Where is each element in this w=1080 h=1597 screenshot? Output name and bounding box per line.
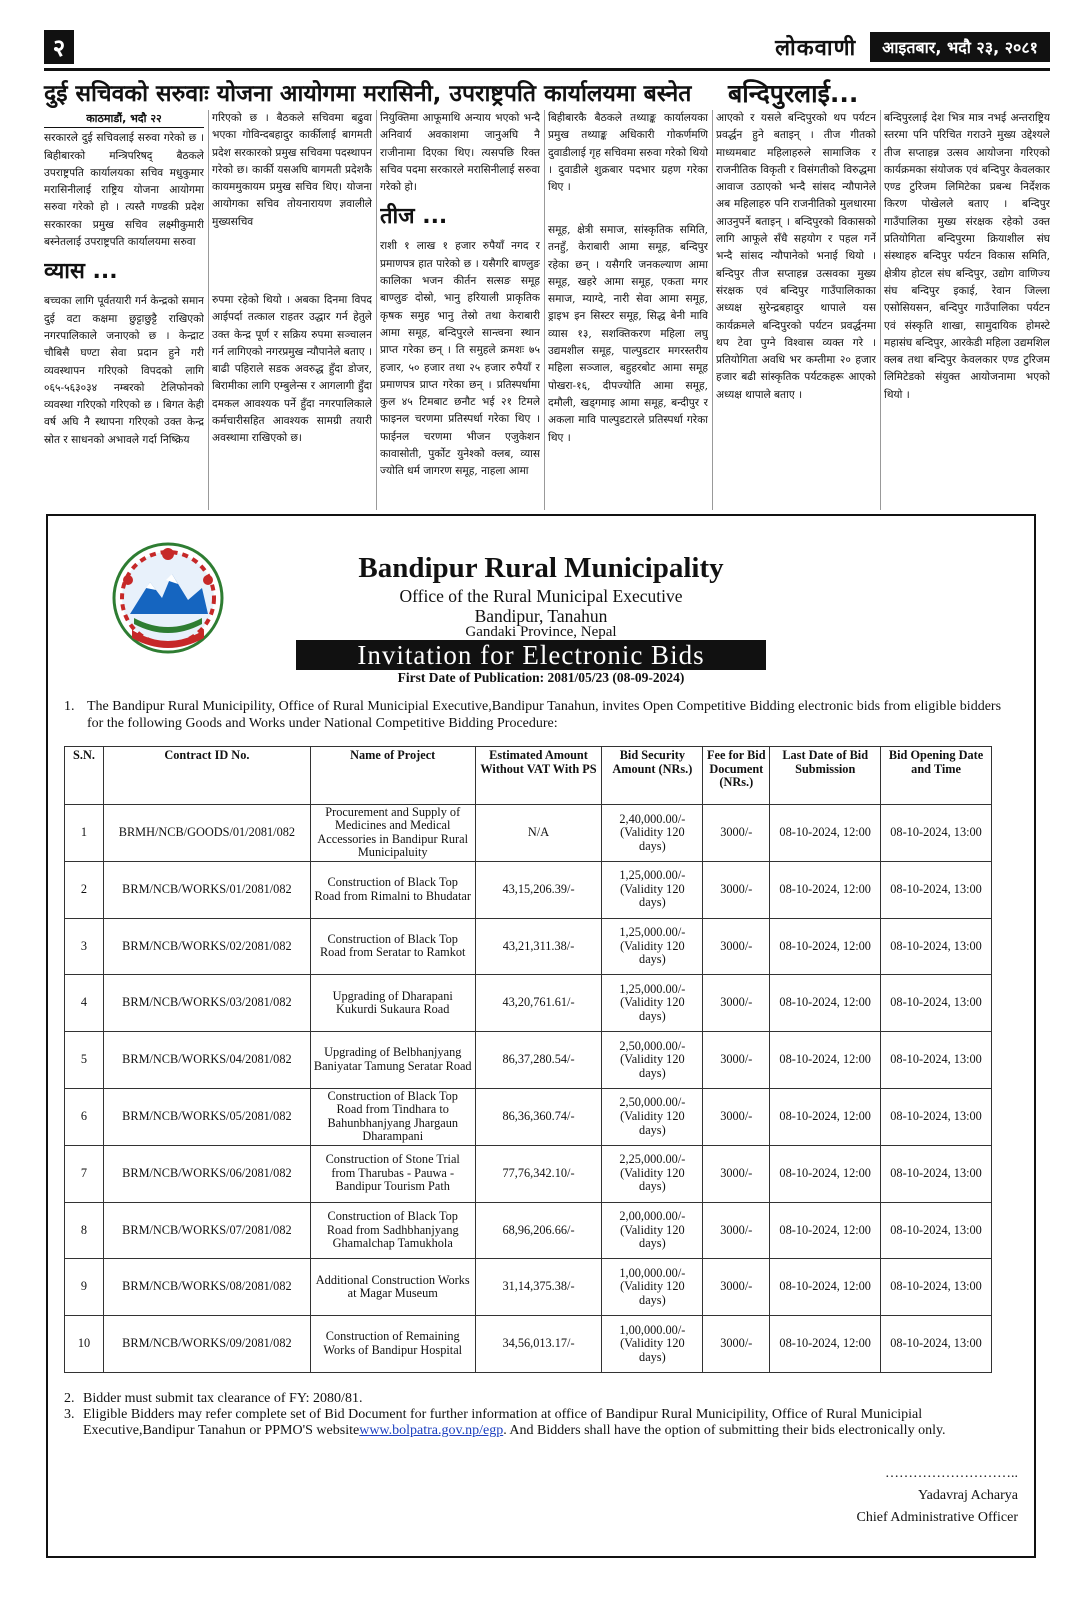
issue-date: आइतबार, भदौ २३, २०८१ bbox=[870, 32, 1050, 62]
opening-date-cell: 08-10-2024, 13:00 bbox=[881, 1316, 992, 1373]
table-row bbox=[65, 861, 992, 918]
signatory-name: Yadavraj Acharya bbox=[917, 1488, 1018, 1503]
table-row bbox=[65, 1316, 992, 1373]
contract-id-cell: BRM/NCB/WORKS/05/2081/082 bbox=[103, 1088, 310, 1145]
bid-notice bbox=[46, 514, 1036, 1558]
opening-date-cell: 08-10-2024, 13:00 bbox=[881, 1145, 992, 1202]
newspaper-brand: लोकवाणी bbox=[775, 36, 857, 61]
sn-cell: 7 bbox=[65, 1145, 104, 1202]
project-name-cell: Upgrading of Belbhanjyang Baniyatar Tamung Seratar Road bbox=[310, 1032, 475, 1089]
estimated-amount-cell: 43,21,311.38/- bbox=[475, 918, 602, 975]
bid-security-cell: 1,25,000.00/- (Validity 120 days) bbox=[602, 975, 703, 1032]
table-row bbox=[65, 1088, 992, 1145]
fee-cell: 3000/- bbox=[703, 1259, 770, 1316]
news-subhead-vyas: व्यास ... bbox=[44, 259, 118, 285]
column-divider bbox=[712, 110, 713, 510]
fee-cell: 3000/- bbox=[703, 1202, 770, 1259]
estimated-amount-cell: 34,56,013.17/- bbox=[475, 1316, 602, 1373]
publication-date: First Date of Publication: 2081/05/23 (08-09-2024) bbox=[397, 670, 685, 685]
last-date-cell: 08-10-2024, 12:00 bbox=[770, 1145, 881, 1202]
signatory-designation: Chief Administrative Officer bbox=[856, 1510, 1018, 1525]
news-columns bbox=[44, 110, 1050, 510]
contract-id-cell: BRM/NCB/WORKS/09/2081/082 bbox=[103, 1316, 310, 1373]
news-paragraph: समूह, क्षेत्री समाज, सांस्कृतिक समिति, तनहुँ, केराबारी आमा समूह, बन्दिपुर रहेका छन् । यसैगरि जनकल्याण आमा समूह, खहरे आमा समूह, एकता मगर समाज, म्याग्दे, नारी सेवा आमा समूह, ड्राइभ इन सिस्टर समूह, सिद्ध बेनी मावि व्यास १३, सशक्तिकरण महिला लघु उद्यमशील समूह, पाल्पुडटार मगरस्तरीय महिला सञ्जाल, बहुहरबोट आमा समूह पोखरा-१६, दीपज्योति आमा समूह, दमौली, खड्गमाइ आमा समूह, बन्दीपुर र अकला मावि पाल्पुडटारले प्रतिस्पर्धा गरेका थिए । bbox=[548, 224, 708, 444]
news-paragraph: बच्चका लागि पूर्वतयारी गर्न केन्द्रको समान दुई वटा कक्षमा छुट्टाछुट्टै राखिएको नगरपालिकाले जनाएको छ । केन्द्राट चौबिसै घण्टा सेवा प्रदान हुने गरी व्यवस्थापन गरिएको विपदको लागि ०६५-५६३०३४ नम्बरको टेलिफोनको व्यवस्था गरिएको गरिएको छ । बिगत केही वर्ष अघि नै स्थापना गरिएको उक्त केन्द्र स्रोत र साधनको अभावले गर्दा निष्क्रिय bbox=[44, 295, 204, 446]
estimated-amount-cell: N/A bbox=[475, 805, 602, 862]
masthead-rule bbox=[44, 68, 1050, 71]
bids-table bbox=[64, 746, 992, 1373]
news-paragraph: आएको र यसले बन्दिपुरको थप पर्यटन प्रवर्द्धन हुने बताइन् । तीज गीतको माध्यमबाट महिलाहरुले सामाजिक र राजनीतिक विकृती र विसंगतीको विरुद्धमा आवाज उठाएको भन्दै सांसद न्यौपानेले अब महिलाहरु पनि राजनीतिको मुलधारमा आउनुपर्ने बताइन् । बन्दिपुरको विकासको लागि आफूले सँधै सहयोग र पहल गर्ने भन्दै सांसद न्यौपानेको भनाई थियो । बन्दिपुर तीज सप्ताहन्न उत्सवका मुख्य संरक्षक एवं बन्दिपुर गाउँपालिकाका अध्यक्ष सुरेन्द्रबहादुर थापाले यस कार्यक्रमले बन्दिपुरको पर्यटन प्रवर्द्धनमा थप टेवा पुग्ने विश्वास व्यक्त गरे । प्रतियोगिता अवधि भर कम्तीमा २० हजार हजार बढी सांस्कृतिक पर्यटकहरू आएको अध्यक्ष थापाले बताए । bbox=[716, 112, 876, 401]
contract-id-cell: BRM/NCB/WORKS/07/2081/082 bbox=[103, 1202, 310, 1259]
masthead bbox=[44, 30, 1050, 64]
bid-security-cell: 2,40,000.00/- (Validity 120 days) bbox=[602, 805, 703, 862]
last-date-cell: 08-10-2024, 12:00 bbox=[770, 861, 881, 918]
column-header: Contract ID No. bbox=[103, 747, 310, 805]
project-name-cell: Construction of Remaining Works of Bandipur Hospital bbox=[310, 1316, 475, 1373]
org-name: Bandipur Rural Municipality bbox=[358, 552, 724, 584]
last-date-cell: 08-10-2024, 12:00 bbox=[770, 1259, 881, 1316]
last-date-cell: 08-10-2024, 12:00 bbox=[770, 975, 881, 1032]
page-number: २ bbox=[44, 30, 74, 64]
news-paragraph: नियुक्तिमा आफूमाथि अन्याय भएको भन्दै अनिवार्य अवकाशमा जानुअघि नै राजीनामा दिएका थिए। त्यसपछि रिक्त सचिव पदमा सरकारले मरासिनीलाई सरुवा गरेको हो। bbox=[380, 112, 540, 194]
column-header: Bid Security Amount (NRs.) bbox=[602, 747, 703, 805]
opening-date-cell: 08-10-2024, 13:00 bbox=[881, 918, 992, 975]
fee-cell: 3000/- bbox=[703, 1316, 770, 1373]
project-name-cell: Procurement and Supply of Medicines and Medical Accessories in Bandipur Rural Municipaluity bbox=[310, 805, 475, 862]
news-column-4 bbox=[548, 110, 708, 510]
last-date-cell: 08-10-2024, 12:00 bbox=[770, 1202, 881, 1259]
office-name: Office of the Rural Municipal Executive bbox=[399, 586, 683, 606]
last-date-cell: 08-10-2024, 12:00 bbox=[770, 1088, 881, 1145]
contract-id-cell: BRMH/NCB/GOODS/01/2081/082 bbox=[103, 805, 310, 862]
sn-cell: 3 bbox=[65, 918, 104, 975]
column-header: Name of Project bbox=[310, 747, 475, 805]
opening-date-cell: 08-10-2024, 13:00 bbox=[881, 1032, 992, 1089]
fee-cell: 3000/- bbox=[703, 1088, 770, 1145]
column-divider bbox=[376, 110, 377, 510]
news-paragraph: रुपमा रहेको थियो । अबका दिनमा विपद आईपर्दा तत्काल राहतर उद्धार गर्न हेतुले उक्त केन्द्र पूर्ण र सक्रिय रुपमा सञ्चालन गर्न लागिएको नगरप्रमुख न्यौपानेले बताए । बाढी पहिराले सडक अवरुद्ध हुँदा डोजर, बिरामीका लागि एम्बुलेन्स र आगलागी हुँदा दमकल आवश्यक पर्ने हुँदा नगरपालिकाले कर्मचारीसहित आवश्यक सामग्री तयारी अवस्थामा राखिएको छ। bbox=[212, 294, 372, 445]
sn-cell: 6 bbox=[65, 1088, 104, 1145]
news-paragraph: बिहीबारकै बैठकले तथ्याङ्क कार्यालयका प्रमुख तथ्याङ्क अधिकारी गोकर्णमणि दुवाडीलाई गृह सचिवमा सरुवा गरेको थियो । दुवाडीले शुक्रबार पदभार ग्रहण गरेका थिए । bbox=[548, 112, 708, 194]
paragraph-text: The Bandipur Rural Municipility, Office of Rural Municipial Executive,Bandipur Tanahun, invites Open Competitive Bidding electronic bids from eligible bidders for the following Goods and Works under National Competitive Bidding Procedure: bbox=[87, 699, 1002, 731]
news-headline: दुई सचिवको सरुवाः योजना आयोगमा मरासिनी, उपराष्ट्रपति कार्यालयमा बस्नेत bbox=[44, 81, 692, 107]
contract-id-cell: BRM/NCB/WORKS/06/2081/082 bbox=[103, 1145, 310, 1202]
news-paragraph: बन्दिपुरलाई देश भित्र मात्र नभई अन्तराष्ट्रिय स्तरमा पनि परिचित गराउने मुख्य उद्देश्यले तीज सप्ताहन्न उत्सव आयोजना गरिएको कार्यक्रमका संयोजक एवं बन्दिपुर केवलकार एण्ड टुरिजम लिमिटेका प्रबन्ध निर्देशक किरण पोखेलले बताए । बन्दिपुर गाउँपालिका मुख्य संरक्षक रहेको उक्त प्रतियोगिता बन्दिपुरमा क्रियाशील संघ संस्थाहरु बन्दिपुर पर्यटन विकास समिति, क्षेत्रीय होटल संघ बन्दिपुर, उद्योग वाणिज्य संघ बन्दिपुर इकाई, रेवान जिल्ला एसोसियसन, बन्दिपुर गाउँपालिका पर्यटन एवं संस्कृति शाखा, सामुदायिक होमस्टे महासंघ बन्दिपुर, आरकेडी महिला उद्यमशिल क्लब तथा बन्दिपुर केवलकार एण्ड टुरिजम लिमिटेडको संयुक्त आयोजनामा भएको थियो । bbox=[884, 112, 1050, 401]
estimated-amount-cell: 68,96,206.66/- bbox=[475, 1202, 602, 1259]
estimated-amount-cell: 86,36,360.74/- bbox=[475, 1088, 602, 1145]
bid-security-cell: 1,25,000.00/- (Validity 120 days) bbox=[602, 918, 703, 975]
bid-security-cell: 2,25,000.00/- (Validity 120 days) bbox=[602, 1145, 703, 1202]
column-header: Bid Opening Date and Time bbox=[881, 747, 992, 805]
ppmo-website-link[interactable]: www.bolpatra.gov.np/egp bbox=[359, 1423, 504, 1438]
table-row bbox=[65, 1032, 992, 1089]
news-paragraph: सरकारले दुई सचिवलाई सरुवा गरेको छ । बिहीबारको मन्त्रिपरिषद् बैठकले उपराष्ट्रपति कार्यालयका सचिव मधुकुमार मरासिनीलाई राष्ट्रिय योजना आयोगमा सरुवा गरेको हो । त्यस्तै गण्डकी प्रदेश सरकारका प्रमुख सचिव लक्ष्मीकुमारी बस्नेतलाई उपराष्ट्रपति कार्यालयमा सरुवा bbox=[44, 132, 204, 249]
bid-security-cell: 2,00,000.00/- (Validity 120 days) bbox=[602, 1202, 703, 1259]
note-number: 3. bbox=[64, 1407, 75, 1422]
note-text: Eligible Bidders may refer complete set of Bid Document for further information at office of Bandipur Rural Municipility, Office of Rural Municipial Executive,Bandipur Tanahun or PPMO'S website bbox=[83, 1407, 923, 1438]
news-headline-bandipur: बन्दिपुरलाई... bbox=[728, 79, 859, 108]
last-date-cell: 08-10-2024, 12:00 bbox=[770, 1032, 881, 1089]
table-row bbox=[65, 918, 992, 975]
bid-security-cell: 1,00,000.00/- (Validity 120 days) bbox=[602, 1259, 703, 1316]
fee-cell: 3000/- bbox=[703, 918, 770, 975]
fee-cell: 3000/- bbox=[703, 975, 770, 1032]
column-divider bbox=[880, 110, 881, 510]
opening-date-cell: 08-10-2024, 13:00 bbox=[881, 1088, 992, 1145]
estimated-amount-cell: 77,76,342.10/- bbox=[475, 1145, 602, 1202]
note-text-end: . And Bidders shall have the option of submitting their bids electronically only. bbox=[503, 1423, 946, 1438]
bid-security-cell: 1,25,000.00/- (Validity 120 days) bbox=[602, 861, 703, 918]
office-location: Bandipur, Tanahun bbox=[474, 606, 608, 626]
column-divider bbox=[208, 110, 209, 510]
table-row bbox=[65, 1145, 992, 1202]
sn-cell: 10 bbox=[65, 1316, 104, 1373]
opening-date-cell: 08-10-2024, 13:00 bbox=[881, 1202, 992, 1259]
opening-date-cell: 08-10-2024, 13:00 bbox=[881, 805, 992, 862]
column-header: Fee for Bid Document (NRs.) bbox=[703, 747, 770, 805]
fee-cell: 3000/- bbox=[703, 805, 770, 862]
sn-cell: 2 bbox=[65, 861, 104, 918]
last-date-cell: 08-10-2024, 12:00 bbox=[770, 805, 881, 862]
estimated-amount-cell: 43,15,206.39/- bbox=[475, 861, 602, 918]
contract-id-cell: BRM/NCB/WORKS/03/2081/082 bbox=[103, 975, 310, 1032]
project-name-cell: Construction of Black Top Road from Tindhara to Bahunbhanjyang Jhargaun Dharampani bbox=[310, 1088, 475, 1145]
news-column-2 bbox=[212, 110, 372, 510]
table-header-row bbox=[65, 747, 992, 805]
contract-id-cell: BRM/NCB/WORKS/08/2081/082 bbox=[103, 1259, 310, 1316]
column-header: Estimated Amount Without VAT With PS bbox=[475, 747, 602, 805]
note-number: 2. bbox=[64, 1391, 75, 1406]
table-row bbox=[65, 1202, 992, 1259]
column-header: Last Date of Bid Submission bbox=[770, 747, 881, 805]
opening-date-cell: 08-10-2024, 13:00 bbox=[881, 975, 992, 1032]
last-date-cell: 08-10-2024, 12:00 bbox=[770, 1316, 881, 1373]
notice-title: Invitation for Electronic Bids bbox=[296, 640, 766, 670]
estimated-amount-cell: 86,37,280.54/- bbox=[475, 1032, 602, 1089]
sn-cell: 9 bbox=[65, 1259, 104, 1316]
project-name-cell: Additional Construction Works at Magar Museum bbox=[310, 1259, 475, 1316]
table-row bbox=[65, 805, 992, 862]
sn-cell: 8 bbox=[65, 1202, 104, 1259]
news-column-6 bbox=[884, 110, 1050, 510]
project-name-cell: Construction of Black Top Road from Sadhbhanjyang Ghamalchap Tamukhola bbox=[310, 1202, 475, 1259]
note-text: Bidder must submit tax clearance of FY: 2080/81. bbox=[83, 1391, 363, 1406]
opening-date-cell: 08-10-2024, 13:00 bbox=[881, 1259, 992, 1316]
news-column-3 bbox=[380, 110, 540, 510]
contract-id-cell: BRM/NCB/WORKS/01/2081/082 bbox=[103, 861, 310, 918]
news-column-5 bbox=[716, 110, 876, 510]
fee-cell: 3000/- bbox=[703, 1032, 770, 1089]
paragraph-number: 1. bbox=[64, 699, 75, 714]
project-name-cell: Construction of Stone Trial from Tharubas - Pauwa - Bandipur Tourism Path bbox=[310, 1145, 475, 1202]
last-date-cell: 08-10-2024, 12:00 bbox=[770, 918, 881, 975]
office-province: Gandaki Province, Nepal bbox=[465, 624, 617, 640]
fee-cell: 3000/- bbox=[703, 861, 770, 918]
news-dateline: काठमाडौं, भदौ २२ bbox=[44, 110, 204, 128]
project-name-cell: Construction of Black Top Road from Seratar to Ramkot bbox=[310, 918, 475, 975]
contract-id-cell: BRM/NCB/WORKS/04/2081/082 bbox=[103, 1032, 310, 1089]
bid-security-cell: 2,50,000.00/- (Validity 120 days) bbox=[602, 1088, 703, 1145]
sn-cell: 4 bbox=[65, 975, 104, 1032]
news-column-1 bbox=[44, 110, 204, 510]
fee-cell: 3000/- bbox=[703, 1145, 770, 1202]
opening-date-cell: 08-10-2024, 13:00 bbox=[881, 861, 992, 918]
project-name-cell: Construction of Black Top Road from Rimalni to Bhudatar bbox=[310, 861, 475, 918]
column-header: S.N. bbox=[65, 747, 104, 805]
table-row bbox=[65, 1259, 992, 1316]
news-subhead-teej: तीज ... bbox=[380, 204, 448, 230]
news-paragraph: राशी १ लाख १ हजार रुपैयाँ नगद र प्रमाणपत्र हात पारेको छ । यसैगरि बाण्लुङ कालिका भजन कीर्तन सत्सङ समूह बाण्लुङ दोस्रो, भानु हरियाली प्राकृतिक कृषक समुह भानु तेस्रो तथा केराबारी आमा समूह, बन्दिपुरले सान्त्वना स्थान प्राप्त गरेका छन् । ति समुहले क्रमशः ७५ हजार, ५० हजार तथा २५ हजार रुपैयाँ र प्रमाणपत्र प्राप्त गरेका छन् । प्रतिस्पर्धामा कुल ४५ टिमबाट छनौट भई २१ टिमले फाइनल चरणमा प्रतिस्पर्धा गरेका थिए । फाईनल चरणमा भीजन एजुकेशन कावासोती, पुर्कोट युनेश्कोे क्लब, व्यास ज्योति धर्म जागरण समूह, नाहला आमा bbox=[380, 240, 540, 478]
note-bid-document bbox=[64, 1407, 1014, 1439]
bid-security-cell: 1,00,000.00/- (Validity 120 days) bbox=[602, 1316, 703, 1373]
table-body bbox=[65, 805, 992, 1373]
bid-security-cell: 2,50,000.00/- (Validity 120 days) bbox=[602, 1032, 703, 1089]
notice-notes bbox=[64, 1391, 1014, 1439]
column-divider bbox=[544, 110, 545, 510]
estimated-amount-cell: 43,20,761.61/- bbox=[475, 975, 602, 1032]
project-name-cell: Upgrading of Dharapani Kukurdi Sukaura Road bbox=[310, 975, 475, 1032]
table-row bbox=[65, 975, 992, 1032]
sn-cell: 1 bbox=[65, 805, 104, 862]
contract-id-cell: BRM/NCB/WORKS/02/2081/082 bbox=[103, 918, 310, 975]
invitation-paragraph bbox=[64, 698, 1014, 732]
signature-dots: ……………………….. bbox=[885, 1466, 1018, 1481]
note-tax-clearance bbox=[64, 1391, 1014, 1407]
estimated-amount-cell: 31,14,375.38/- bbox=[475, 1259, 602, 1316]
news-paragraph: गरिएको छ । बैठकले सचिवमा बढुवा भएका गोविन्दबहादुर कार्कीलाई बागमती प्रदेश सरकारको प्रमुख सचिवमा पदस्थापन गरेको छ। कार्की यसअघि बागमती प्रदेशकै कायममुकायम प्रमुख सचिव थिए। योजना आयोगका सचिव तोयनारायण ज्ञवालीले मुख्यसचिव bbox=[212, 112, 372, 228]
sn-cell: 5 bbox=[65, 1032, 104, 1089]
